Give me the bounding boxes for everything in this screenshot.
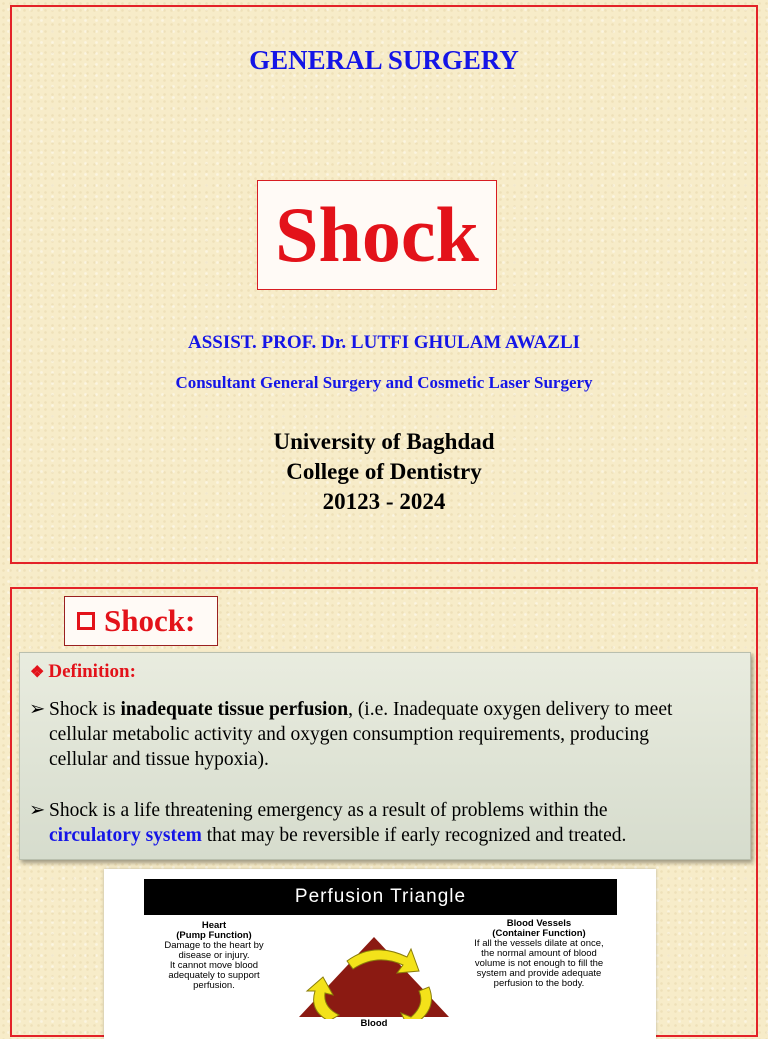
figure-title: Perfusion Triangle bbox=[144, 879, 617, 915]
definition-slide bbox=[10, 587, 758, 1037]
definition-heading bbox=[30, 661, 136, 683]
arrow-bullet-icon: ➢ bbox=[29, 800, 46, 821]
heart-line: It cannot move blood bbox=[169, 960, 259, 971]
title-slide bbox=[10, 5, 758, 564]
definition-panel bbox=[19, 652, 751, 860]
heart-title: Heart bbox=[201, 920, 227, 931]
arrow-bullet-icon: ➢ bbox=[29, 699, 46, 720]
vessels-line: volume is not enough to fill the bbox=[474, 958, 604, 969]
heart-subtitle: (Pump Function) bbox=[176, 930, 252, 941]
bullet2-highlight: circulatory system bbox=[49, 825, 202, 846]
definition-bullet-1 bbox=[29, 697, 734, 772]
vessels-subtitle: (Container Function) bbox=[492, 928, 586, 939]
presenter-name: ASSIST. PROF. Dr. LUTFI GHULAM AWAZLI bbox=[187, 332, 581, 353]
academic-year: 20123 - 2024 bbox=[322, 489, 446, 514]
diamond-bullet-icon: ❖ bbox=[30, 664, 45, 681]
vessels-line: system and provide adequate bbox=[476, 968, 602, 979]
vessels-line: If all the vessels dilate at once, bbox=[474, 938, 604, 949]
course-heading: GENERAL SURGERY bbox=[249, 45, 519, 75]
bullet2-rest: that may be reversible if early recognized and treated. bbox=[201, 825, 627, 846]
heart-line: adequately to support bbox=[168, 970, 260, 981]
heart-line: disease or injury. bbox=[178, 950, 250, 961]
bullet2-line2 bbox=[29, 823, 734, 848]
institution-block bbox=[12, 427, 756, 517]
bullet1-prefix: Shock is bbox=[49, 699, 121, 720]
title-box bbox=[257, 180, 497, 290]
perfusion-triangle-figure bbox=[104, 869, 656, 1039]
bullet2-line1: Shock is a life threatening emergency as a result of problems within the bbox=[49, 800, 608, 821]
presenter-position: Consultant General Surgery and Cosmetic Laser Surgery bbox=[175, 373, 593, 392]
bullet1-rest: , (i.e. Inadequate oxygen delivery to meet bbox=[348, 699, 673, 720]
vessels-line: perfusion to the body. bbox=[493, 978, 585, 989]
definition-heading-text: Definition: bbox=[48, 661, 136, 682]
vessels-line: the normal amount of blood bbox=[481, 948, 597, 959]
university-name: University of Baghdad bbox=[273, 429, 495, 454]
section-title: Shock: bbox=[104, 603, 196, 638]
vessels-title: Blood Vessels bbox=[506, 918, 572, 929]
heart-line: Damage to the heart by bbox=[164, 940, 264, 951]
slide-title: Shock bbox=[275, 191, 479, 278]
definition-bullet-2 bbox=[29, 798, 734, 848]
bullet1-line2: cellular metabolic activity and oxygen consumption requirements, producing bbox=[49, 724, 649, 745]
bullet1-line3: cellular and tissue hypoxia). bbox=[49, 749, 269, 770]
bullet1-bold: inadequate tissue perfusion bbox=[120, 699, 349, 720]
heart-line: perfusion. bbox=[193, 980, 235, 991]
checkbox-bullet-icon bbox=[77, 612, 95, 630]
college-name: College of Dentistry bbox=[286, 459, 482, 484]
triangle-graphic bbox=[269, 929, 479, 1019]
section-title-box bbox=[64, 596, 218, 646]
blood-label: Blood bbox=[360, 1018, 388, 1029]
